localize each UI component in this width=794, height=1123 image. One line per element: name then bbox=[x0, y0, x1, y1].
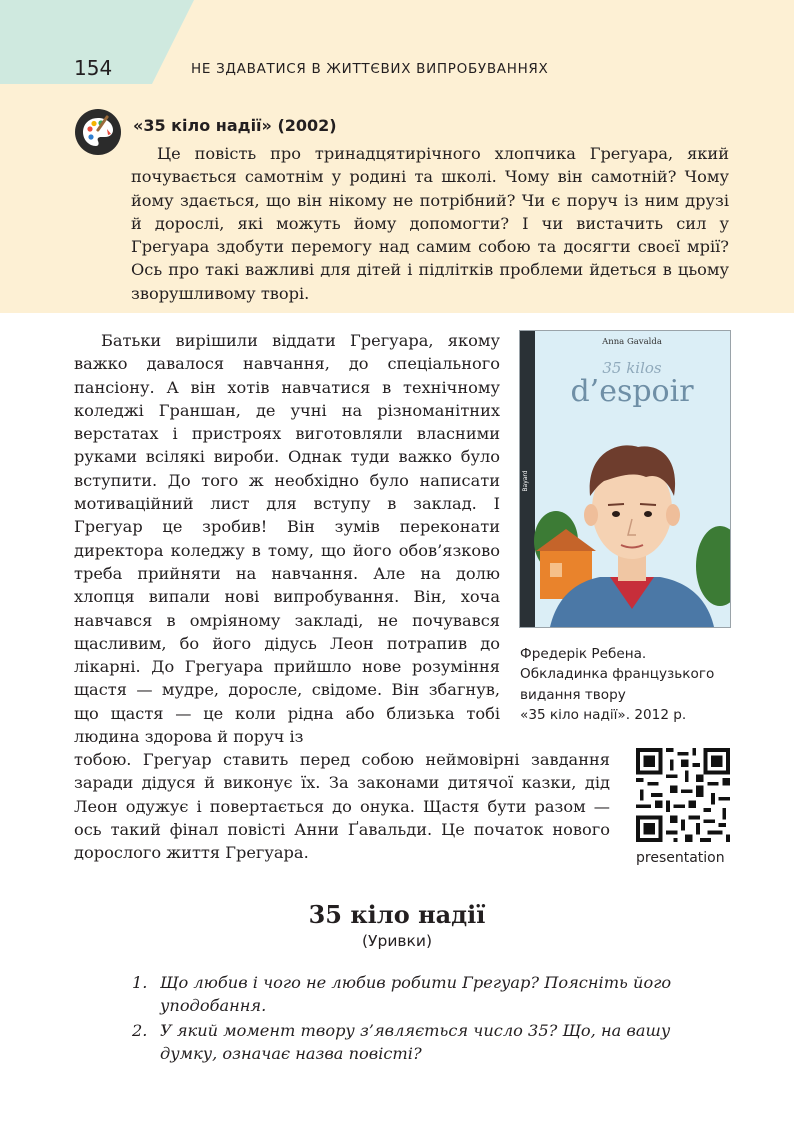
book-cover-image bbox=[519, 330, 731, 628]
question-number: 2. bbox=[132, 1020, 148, 1040]
running-title: НЕ ЗДАВАТИСЯ В ЖИТТЄВИХ ВИПРОБУВАННЯХ bbox=[191, 61, 549, 77]
caption-line-4: «35 кіло надії». 2012 р. bbox=[520, 706, 687, 723]
qr-label: presentation bbox=[636, 850, 725, 866]
cover-caption bbox=[520, 644, 734, 725]
cover-title-line1: 35 kilos bbox=[602, 359, 662, 377]
work-title: 35 кіло надії bbox=[308, 900, 486, 929]
question-number: 1. bbox=[132, 973, 148, 992]
caption-line-1: Фредерік Ребена. bbox=[520, 646, 647, 662]
cover-spine-text: Bayard bbox=[522, 470, 529, 492]
question-text: У який момент твору з’являється число 35? Що, на вашу думку, означає назва повісті? bbox=[160, 1020, 671, 1063]
caption-line-3: видання твору bbox=[520, 686, 626, 703]
questions-list bbox=[132, 971, 732, 1066]
question-item bbox=[132, 1019, 732, 1066]
cover-title-line2: d’espoir bbox=[570, 374, 694, 409]
body-paragraph-part1: Батьки вирішили віддати Грегуара, якому важко давалося навчання, до спеціального пансіону. А він хотів навчатися в технічному коледжі Граншан, де учні на різноманітних верстатах і пристроях виготовляли власними руками всілякі вироби. Однак туди важко було вступити. До того ж необхідно було написати мотиваційний лист для вступу в заклад. І Грегуар це зробив! Він зумів переконати директора коледжу в тому, що його обов’язково треба прийняти на навчання. Але на долю хлопця випали нові випробування. Він, хоча навчався в омріяному закладі, не почувався щасливим, бо його дідусь Леон потрапив до лікарні. До Грегуара прийшло нове розуміння щастя — мудре, доросле, свідоме. Він збагнув, що щастя — це коли рідна або близька тобі людина здорова й поруч із bbox=[74, 331, 500, 747]
page-number: 154 bbox=[74, 56, 113, 80]
cover-author: Anna Gavalda bbox=[602, 337, 662, 347]
qr-code[interactable] bbox=[636, 748, 730, 842]
question-item bbox=[132, 971, 732, 1018]
work-subtitle: (Уривки) bbox=[361, 932, 433, 950]
caption-line-2: Обкладинка французького bbox=[520, 666, 715, 683]
intro-title: «35 кіло надії» (2002) bbox=[133, 116, 337, 135]
question-text: Що любив і чого не любив робити Грегуар? Поясніть його уподобання. bbox=[160, 973, 672, 1016]
body-paragraph-part2: тобою. Грегуар ставить перед собою неймовірні завдання заради дідуся й виконує їх. За законами дитячої казки, дід Леон одужує і повертається до онука. Щастя бути разом — ось такий фінал повісті Анни Ґавальди. Це початок нового дорослого життя Грегуара. bbox=[74, 750, 610, 863]
intro-text: Це повість про тринадцятирічного хлопчика Грегуара, який почувається самотнім у родині та школі. Чому він самотній? Чому йому здається, що він нікому не потрібний? Чи є поруч із ним друзі й дорослі, які можуть йому допомогти? І чи вистачить сил у Грегуара здобути перемогу над самим собою та досягти своєї мрії? Ось про такі важливі для дітей і підлітків проблеми йдеться в цьому зворушливому творі. bbox=[131, 144, 729, 303]
palette-icon bbox=[74, 108, 122, 156]
